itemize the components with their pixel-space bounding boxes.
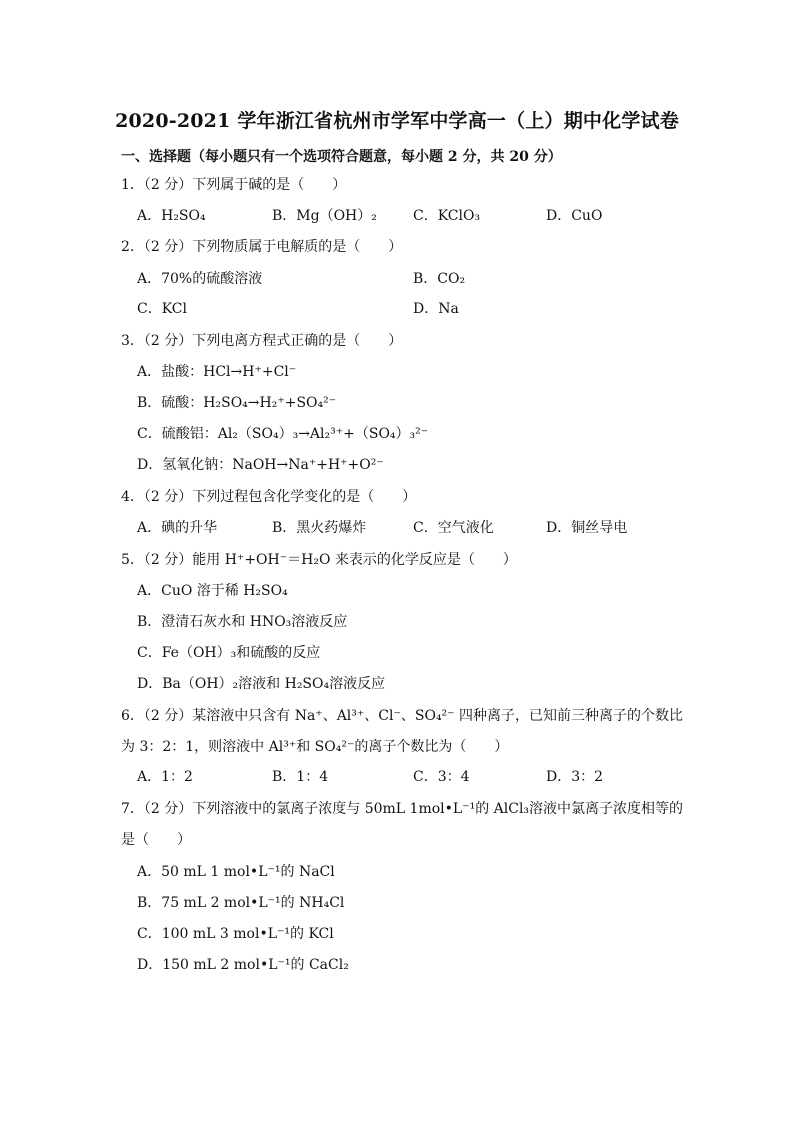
q1-option-b: B．Mg（OH）₂ (272, 208, 377, 224)
q1-option-a: A．H₂SO₄ (137, 208, 206, 224)
question-1-stem: 1．（2 分）下列属于碱的是（ ） (121, 177, 347, 193)
question-4-stem: 4．（2 分）下列过程包含化学变化的是（ ） (121, 489, 417, 505)
question-3-stem: 3．（2 分）下列电离方程式正确的是（ ） (121, 333, 403, 349)
question-7-stem-line1: 7．（2 分）下列溶液中的氯离子浓度与 50mL 1mol•L⁻¹的 AlCl₃溶液中氯离子浓度相等的 (121, 801, 684, 817)
question-6-stem-line1: 6．（2 分）某溶液中只含有 Na⁺、Al³⁺、Cl⁻、SO₄²⁻ 四种离子，已知前三种离子的个数比 (121, 708, 684, 724)
q3-option-a: A．盐酸：HCl→H⁺+Cl⁻ (137, 364, 297, 380)
q2-option-b: B．CO₂ (413, 271, 466, 287)
q4-option-c: C．空气液化 (413, 520, 494, 536)
section-heading: 一、选择题（每小题只有一个选项符合题意，每小题 2 分，共 20 分） (121, 149, 562, 165)
q3-option-b: B．硫酸：H₂SO₄→H₂⁺+SO₄²⁻ (137, 395, 337, 411)
q4-option-d: D．铜丝导电 (546, 520, 628, 536)
q7-option-a: A．50 mL 1 mol•L⁻¹的 NaCl (137, 864, 335, 880)
q4-option-b: B．黑火药爆炸 (272, 520, 367, 536)
question-5-stem: 5．（2 分）能用 H⁺+OH⁻＝H₂O 来表示的化学反应是（ ） (121, 552, 517, 568)
q1-option-c: C．KClO₃ (413, 208, 481, 224)
question-7-stem-line2: 是（ ） (121, 832, 191, 848)
q5-option-a: A．CuO 溶于稀 H₂SO₄ (137, 583, 288, 599)
q2-option-a: A．70%的硫酸溶液 (137, 271, 263, 287)
page-title: 2020-2021 学年浙江省杭州市学军中学高一（上）期中化学试卷 (115, 110, 679, 132)
question-2-stem: 2．（2 分）下列物质属于电解质的是（ ） (121, 239, 403, 255)
q6-option-b: B．1：4 (272, 769, 329, 785)
q5-option-b: B．澄清石灰水和 HNO₃溶液反应 (137, 614, 348, 630)
q4-option-a: A．碘的升华 (137, 520, 218, 536)
q6-option-a: A．1：2 (137, 769, 193, 785)
q7-option-c: C．100 mL 3 mol•L⁻¹的 KCl (137, 926, 334, 942)
q1-option-d: D．CuO (546, 208, 603, 224)
q2-option-d: D．Na (413, 301, 459, 317)
q3-option-c: C．硫酸铝：Al₂（SO₄）₃→Al₂³⁺+（SO₄）₃²⁻ (137, 426, 429, 442)
q5-option-d: D．Ba（OH）₂溶液和 H₂SO₄溶液反应 (137, 676, 386, 692)
q2-option-c: C．KCl (137, 301, 187, 317)
question-6-stem-line2: 为 3：2：1，则溶液中 Al³⁺和 SO₄²⁻的离子个数比为（ ） (121, 739, 509, 755)
q6-option-d: D．3：2 (546, 769, 604, 785)
q7-option-d: D．150 mL 2 mol•L⁻¹的 CaCl₂ (137, 957, 349, 973)
q6-option-c: C．3：4 (413, 769, 470, 785)
q5-option-c: C．Fe（OH）₃和硫酸的反应 (137, 645, 321, 661)
q3-option-d: D．氢氧化钠：NaOH→Na⁺+H⁺+O²⁻ (137, 457, 384, 473)
q7-option-b: B．75 mL 2 mol•L⁻¹的 NH₄Cl (137, 895, 345, 911)
